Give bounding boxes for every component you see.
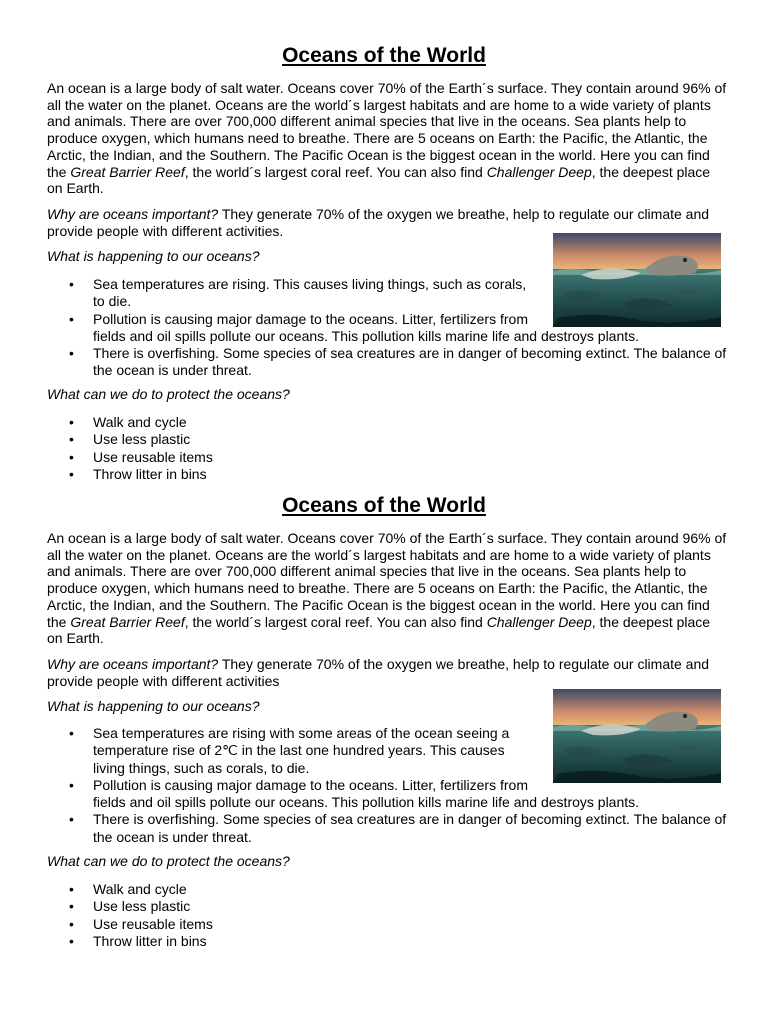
happening-heading: What is happening to our oceans? bbox=[47, 698, 260, 714]
happening-heading: What is happening to our oceans? bbox=[47, 248, 260, 264]
protect-heading: What can we do to protect the oceans? bbox=[47, 853, 290, 869]
list-item: • There is overfishing. Some species of sea creatures are in danger of becoming extinct. The balance of the ocean is under threat. bbox=[47, 345, 727, 380]
importance-answer: They generate 70% of the oxygen we breathe, help to regulate our climate and provide people with different activities bbox=[47, 656, 710, 689]
intro-paragraph bbox=[47, 530, 727, 647]
actions-list bbox=[47, 881, 727, 950]
intro-text: , the world´s largest coral reef. You can also find bbox=[184, 613, 487, 630]
list-item-text: fields and oil spills pollute our oceans. This pollution kills marine life and destroys plants. bbox=[93, 327, 640, 344]
challenger-deep-emphasis: Challenger Deep bbox=[486, 613, 592, 630]
list-item: • Walk and cycle bbox=[47, 881, 727, 898]
importance-question: Why are oceans important? bbox=[47, 656, 219, 672]
intro-text: , the world´s largest coral reef. You can also find bbox=[184, 163, 487, 180]
list-item: • Use less plastic bbox=[47, 898, 727, 915]
list-item: • Use reusable items bbox=[47, 449, 727, 466]
list-item: • Sea temperatures are rising with some areas of the ocean seeing a temperature rise of 2℃ in the last one hundred years. This causes living things, such as corals, to die. bbox=[47, 725, 533, 777]
problems-list bbox=[47, 276, 727, 380]
page-title: Oceans of the World bbox=[282, 44, 486, 67]
list-item: • Use less plastic bbox=[47, 431, 727, 448]
list-item bbox=[47, 777, 727, 812]
intro-text: , the deepest place on Earth. bbox=[47, 163, 711, 197]
list-item: • Walk and cycle bbox=[47, 414, 727, 431]
problems-list bbox=[47, 725, 727, 846]
importance-question: Why are oceans important? bbox=[47, 206, 219, 222]
list-item: • Throw litter in bins bbox=[47, 933, 727, 950]
list-item bbox=[47, 311, 727, 346]
page-title: Oceans of the World bbox=[282, 494, 486, 517]
list-item: • There is overfishing. Some species of sea creatures are in danger of becoming extinct. The balance of the ocean is under threat. bbox=[47, 811, 727, 846]
importance-paragraph bbox=[47, 656, 727, 689]
intro-text: An ocean is a large body of salt water. Oceans cover 70% of the Earth´s surface. They contain around 96% of all the water on the planet. Oceans are the world´s largest habitats and are home to a wide variety of plants and animals. There are over 700,000 different animal species that live in the oceans. Sea plants help to produce oxygen, which humans need to breathe. There are 5 oceans on Earth: the Pacific, the Atlantic, the Arctic, the Indian, and the Southern. The Pacific Ocean is the biggest ocean in the world. Here you can find the bbox=[47, 530, 727, 630]
intro-text: An ocean is a large body of salt water. Oceans cover 70% of the Earth´s surface. They contain around 96% of all the water on the planet. Oceans are the world´s largest habitats and are home to a wide variety of plants and animals. There are over 700,000 different animal species that live in the oceans. Sea plants help to produce oxygen, which humans need to breathe. There are 5 oceans on Earth: the Pacific, the Atlantic, the Arctic, the Indian, and the Southern. The Pacific Ocean is the biggest ocean in the world. Here you can find the bbox=[47, 80, 727, 180]
great-barrier-reef-emphasis: Great Barrier Reef bbox=[70, 613, 185, 630]
list-item-text: • Pollution is causing major damage to the oceans. Litter, fertilizers from bbox=[93, 310, 528, 327]
importance-answer: They generate 70% of the oxygen we breathe, help to regulate our climate and provide people with different activities. bbox=[47, 206, 710, 239]
list-item-text: • Pollution is causing major damage to the oceans. Litter, fertilizers from bbox=[93, 776, 528, 793]
great-barrier-reef-emphasis: Great Barrier Reef bbox=[70, 163, 185, 180]
list-item: • Throw litter in bins bbox=[47, 466, 727, 483]
list-item: • Sea temperatures are rising. This causes living things, such as corals, to die. bbox=[47, 276, 533, 311]
challenger-deep-emphasis: Challenger Deep bbox=[486, 163, 592, 180]
intro-text: , the deepest place on Earth. bbox=[47, 613, 711, 647]
list-item-text: fields and oil spills pollute our oceans. This pollution kills marine life and destroys plants. bbox=[93, 794, 640, 811]
intro-paragraph bbox=[47, 80, 727, 197]
actions-list bbox=[47, 414, 727, 483]
protect-heading: What can we do to protect the oceans? bbox=[47, 386, 290, 402]
list-item: • Use reusable items bbox=[47, 916, 727, 933]
